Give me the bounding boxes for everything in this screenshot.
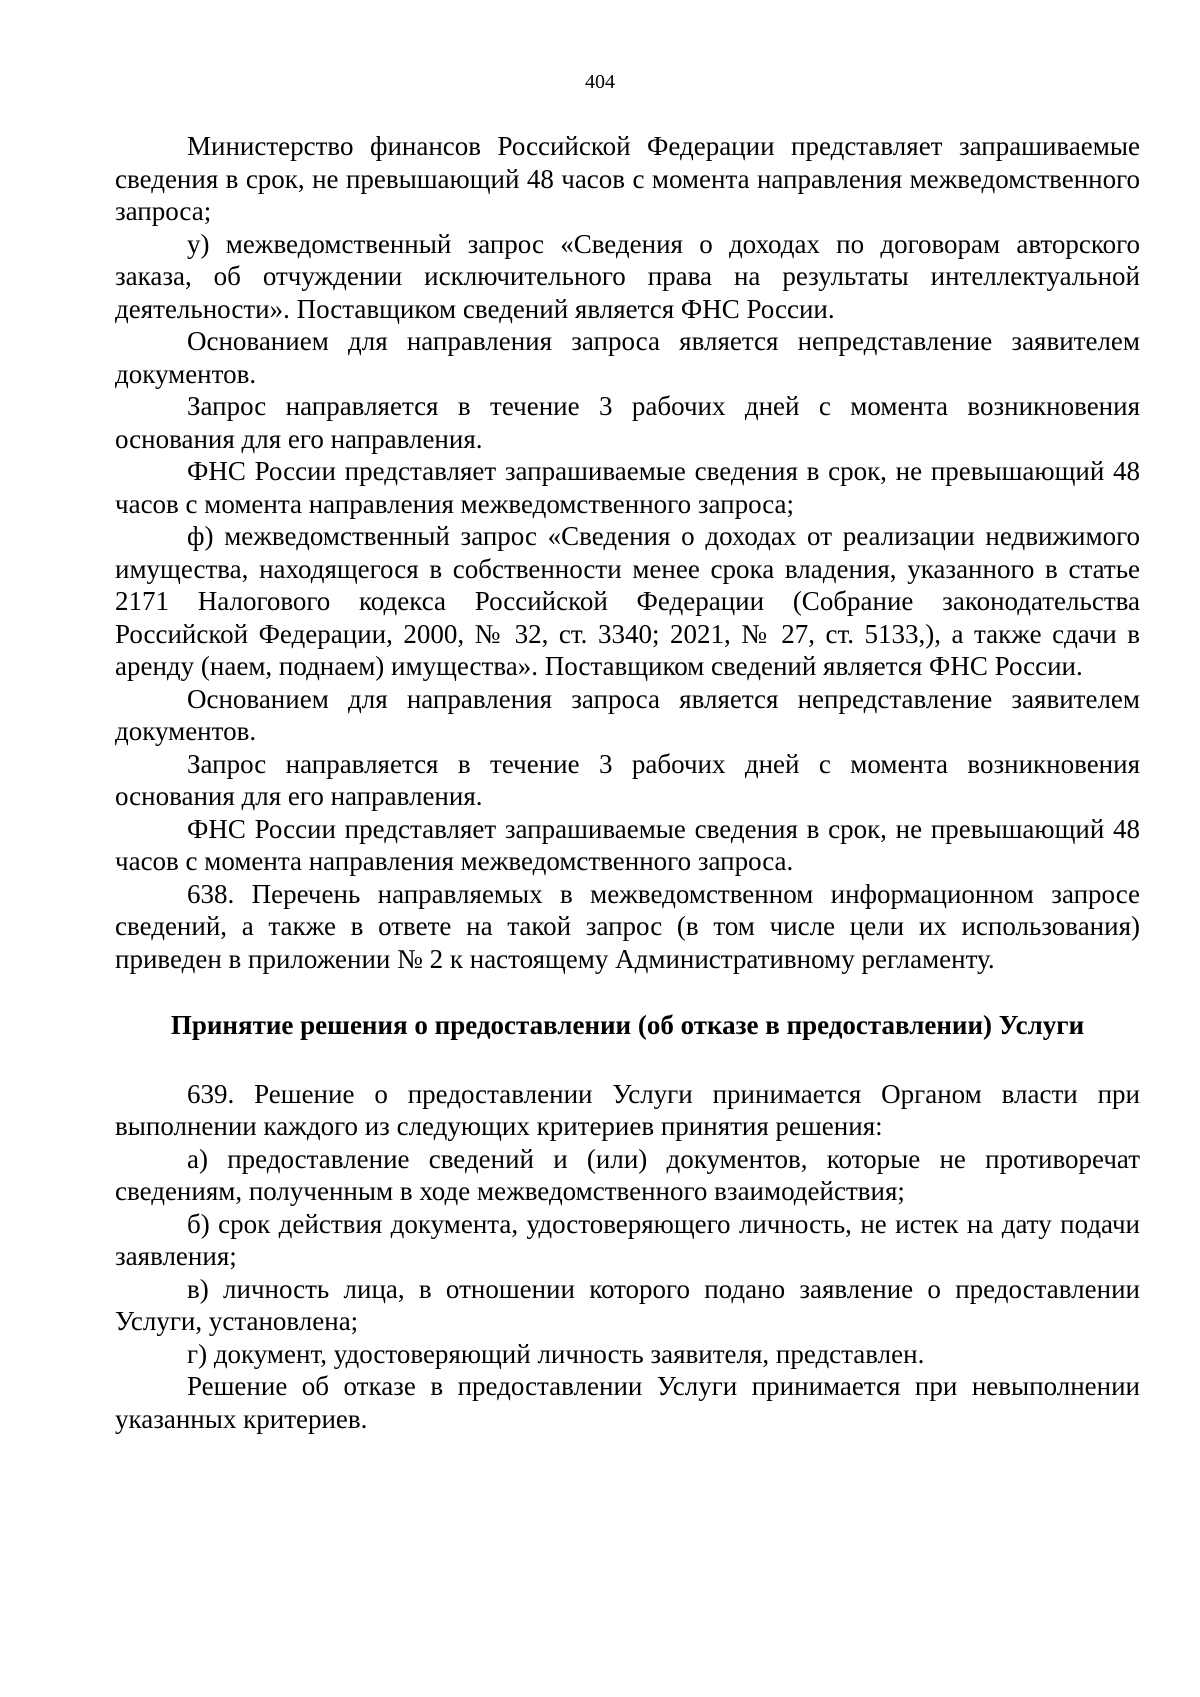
paragraph: в) личность лица, в отношении которого подано заявление о предоставлении Услуги, установлена; bbox=[115, 1273, 1140, 1336]
paragraph: 638. Перечень направляемых в межведомственном информационном запросе сведений, а также в ответе на такой запрос (в том числе цели их использования) приведен в приложении № 2 к настоящему Административному регламенту. bbox=[115, 878, 1140, 974]
paragraph: 639. Решение о предоставлении Услуги принимается Органом власти при выполнении каждого из следующих критериев принятия решения: bbox=[115, 1078, 1140, 1141]
paragraph: ф) межведомственный запрос «Сведения о доходах от реализации недвижимого имущества, находящегося в собственности менее срока владения, указанного в статье 2171 Налогового кодекса Российской Федерации (Собрание законодательства Российской Федерации, 2000, № 32, ст. 3340; 2021, № 27, ст. 5133,), а также сдачи в аренду (наем, поднаем) имущества». Поставщиком сведений является ФНС России. bbox=[115, 521, 1140, 681]
paragraph: у) межведомственный запрос «Сведения о доходах по договорам авторского заказа, об отчуждении исключительного права на результаты интеллектуальной деятельности». Поставщиком сведений является ФНС России. bbox=[115, 228, 1140, 324]
paragraph: Основанием для направления запроса является непредставление заявителем документов. bbox=[115, 683, 1140, 746]
paragraph: Министерство финансов Российской Федерации представляет запрашиваемые сведения в срок, не превышающий 48 часов с момента направления межведомственного запроса; bbox=[115, 131, 1140, 226]
document-body bbox=[115, 130, 1140, 1435]
paragraph: Решение об отказе в предоставлении Услуги принимается при невыполнении указанных критериев. bbox=[115, 1371, 1140, 1434]
paragraph: ФНС России представляет запрашиваемые сведения в срок, не превышающий 48 часов с момента направления межведомственного запроса; bbox=[115, 456, 1140, 519]
section-heading: Принятие решения о предоставлении (об отказе в предоставлении) Услуги bbox=[170, 1010, 1085, 1040]
page-number: 404 bbox=[585, 71, 615, 93]
paragraph: ФНС России представляет запрашиваемые сведения в срок, не превышающий 48 часов с момента направления межведомственного запроса. bbox=[115, 813, 1140, 876]
paragraph: Основанием для направления запроса является непредставление заявителем документов. bbox=[115, 326, 1140, 389]
paragraph: Запрос направляется в течение 3 рабочих дней с момента возникновения основания для его направления. bbox=[115, 748, 1140, 811]
paragraph: Запрос направляется в течение 3 рабочих дней с момента возникновения основания для его направления. bbox=[115, 391, 1140, 454]
paragraph: а) предоставление сведений и (или) документов, которые не противоречат сведениям, полученным в ходе межведомственного взаимодействия; bbox=[115, 1143, 1140, 1206]
paragraph: г) документ, удостоверяющий личность заявителя, представлен. bbox=[187, 1338, 925, 1369]
paragraph: б) срок действия документа, удостоверяющего личность, не истек на дату подачи заявления; bbox=[115, 1208, 1140, 1271]
